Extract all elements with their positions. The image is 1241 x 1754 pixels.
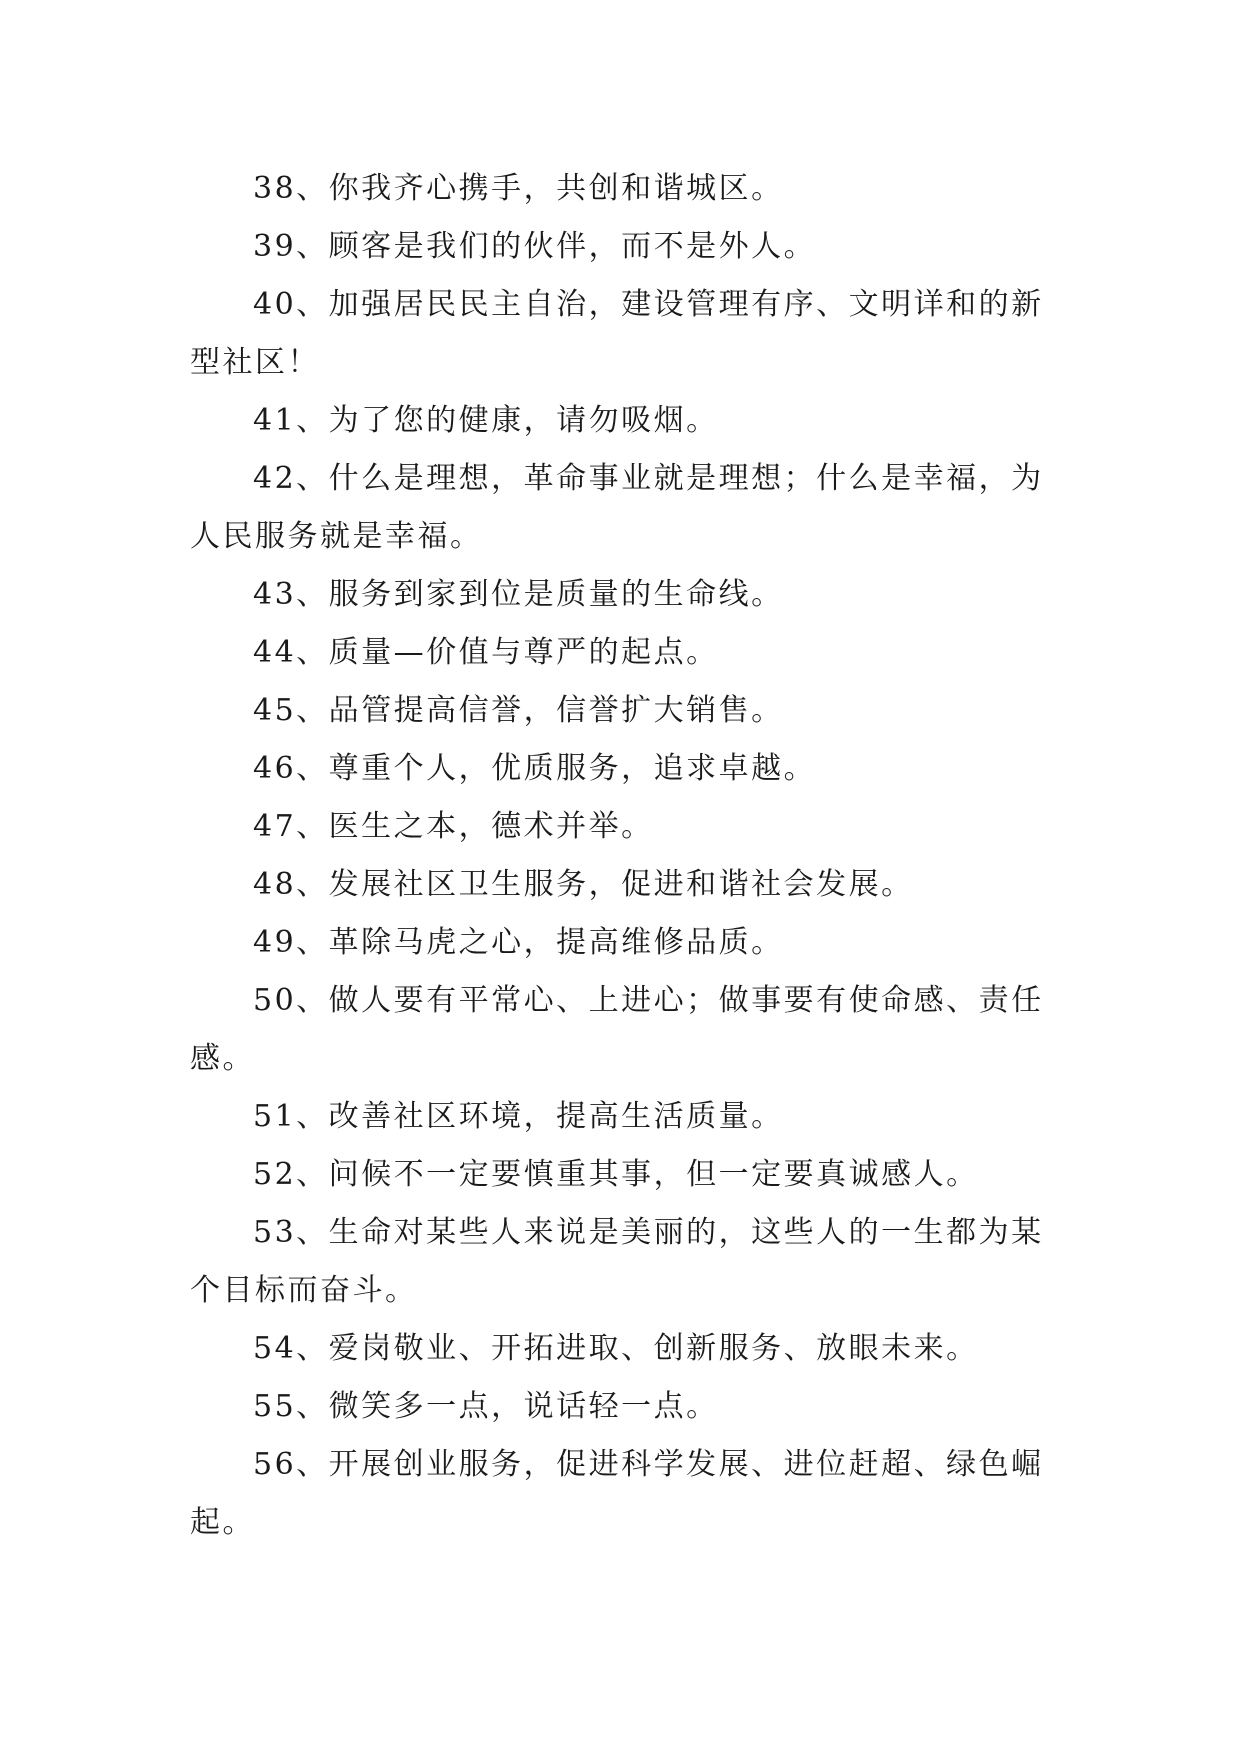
slogan-entry-55: 55、微笑多一点，说话轻一点。: [253, 1389, 719, 1424]
slogan-entry-54: 54、爱岗敬业、开拓进取、创新服务、放眼未来。: [253, 1331, 979, 1366]
slogan-entry-49: 49、革除马虎之心，提高维修品质。: [253, 925, 784, 960]
slogan-entry-42: 42、什么是理想，革命事业就是理想；什么是幸福，为人民服务就是幸福。: [190, 461, 1044, 554]
slogan-entry-47: 47、医生之本，德术并举。: [253, 809, 654, 844]
slogan-entry-53: 53、生命对某些人来说是美丽的，这些人的一生都为某个目标而奋斗。: [190, 1215, 1044, 1308]
slogan-entry-50: 50、做人要有平常心、上进心；做事要有使命感、责任感。: [190, 983, 1044, 1076]
slogan-entry-40: 40、加强居民民主自治，建设管理有序、文明详和的新型社区！: [190, 287, 1044, 380]
slogan-entry-56: 56、开展创业服务，促进科学发展、进位赶超、绿色崛起。: [190, 1447, 1044, 1540]
slogan-entry-43: 43、服务到家到位是质量的生命线。: [253, 577, 784, 612]
slogan-entry-38: 38、你我齐心携手，共创和谐城区。: [253, 171, 784, 206]
slogan-entry-51: 51、改善社区环境，提高生活质量。: [253, 1099, 784, 1134]
slogan-entry-41: 41、为了您的健康，请勿吸烟。: [253, 403, 719, 438]
slogan-entry-52: 52、问候不一定要慎重其事，但一定要真诚感人。: [253, 1157, 979, 1192]
slogan-entry-46: 46、尊重个人，优质服务，追求卓越。: [253, 751, 817, 786]
slogan-entry-48: 48、发展社区卫生服务，促进和谐社会发展。: [253, 867, 914, 902]
document-page: [190, 160, 1050, 1552]
slogan-entry-45: 45、品管提高信誉，信誉扩大销售。: [253, 693, 784, 728]
slogan-entry-44: 44、质量—价值与尊严的起点。: [253, 635, 719, 670]
slogan-entry-39: 39、顾客是我们的伙伴，而不是外人。: [253, 229, 817, 264]
